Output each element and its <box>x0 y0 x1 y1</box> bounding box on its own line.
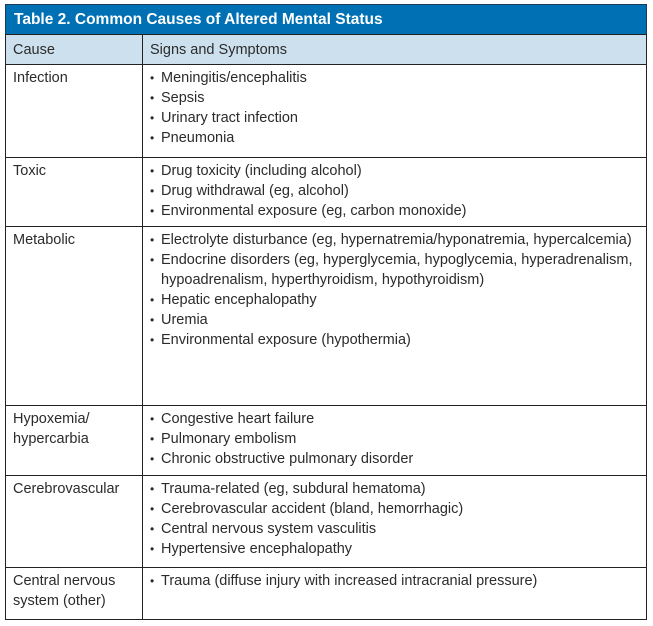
table-row-cns-other <box>6 567 646 620</box>
sign-item: • Environmental exposure (hypothermia) <box>150 330 639 350</box>
cause-cell: Toxic <box>6 158 143 226</box>
sign-item: • Endocrine disorders (eg, hyperglycemia, hypoglycemia, hyperadrenalism, hypoadrenalism, hyperthyroidism, hypothyroidism) <box>150 250 639 290</box>
signs-cell <box>143 227 646 405</box>
signs-cell <box>143 158 646 226</box>
sign-item: • Central nervous system vasculitis <box>150 519 639 539</box>
sign-item: • Meningitis/encephalitis <box>150 68 639 88</box>
cause-cell: Metabolic <box>6 227 143 405</box>
sign-item: • Urinary tract infection <box>150 108 639 128</box>
sign-item: • Trauma-related (eg, subdural hematoma) <box>150 479 639 499</box>
table-grid <box>5 34 647 620</box>
table-row-infection <box>6 64 646 157</box>
table-row-metabolic <box>6 226 646 405</box>
cause-cell: Hypoxemia/ hypercarbia <box>6 406 143 475</box>
cause-cell: Central nervous system (other) <box>6 568 143 619</box>
signs-cell <box>143 476 646 567</box>
sign-item: • Pulmonary embolism <box>150 429 639 449</box>
column-header-cause: Cause <box>6 35 143 64</box>
sign-item: • Electrolyte disturbance (eg, hypernatremia/hyponatremia, hypercalcemia) <box>150 230 639 250</box>
sign-item: • Environmental exposure (eg, carbon monoxide) <box>150 201 639 221</box>
sign-item: • Congestive heart failure <box>150 409 639 429</box>
sign-item: • Pneumonia <box>150 128 639 148</box>
signs-cell <box>143 406 646 475</box>
sign-item: • Chronic obstructive pulmonary disorder <box>150 449 639 469</box>
cause-cell: Cerebrovascular <box>6 476 143 567</box>
causes-table <box>5 4 647 620</box>
sign-item: • Drug toxicity (including alcohol) <box>150 161 639 181</box>
sign-item: • Hypertensive encephalopathy <box>150 539 639 559</box>
column-header-signs: Signs and Symptoms <box>150 41 288 58</box>
sign-item: • Cerebrovascular accident (bland, hemorrhagic) <box>150 499 639 519</box>
table-header-row <box>6 34 646 64</box>
signs-cell <box>143 568 646 619</box>
cause-cell: Infection <box>6 65 143 157</box>
sign-item: • Drug withdrawal (eg, alcohol) <box>150 181 639 201</box>
table-title: Table 2. Common Causes of Altered Mental Status <box>5 4 647 34</box>
sign-item: • Hepatic encephalopathy <box>150 290 639 310</box>
sign-item: • Trauma (diffuse injury with increased intracranial pressure) <box>150 571 639 591</box>
sign-item: • Uremia <box>150 310 639 330</box>
table-row-toxic <box>6 157 646 226</box>
sign-item: • Sepsis <box>150 88 639 108</box>
table-row-hypoxemia <box>6 405 646 475</box>
table-row-cerebrovascular <box>6 475 646 567</box>
signs-cell <box>143 65 646 157</box>
